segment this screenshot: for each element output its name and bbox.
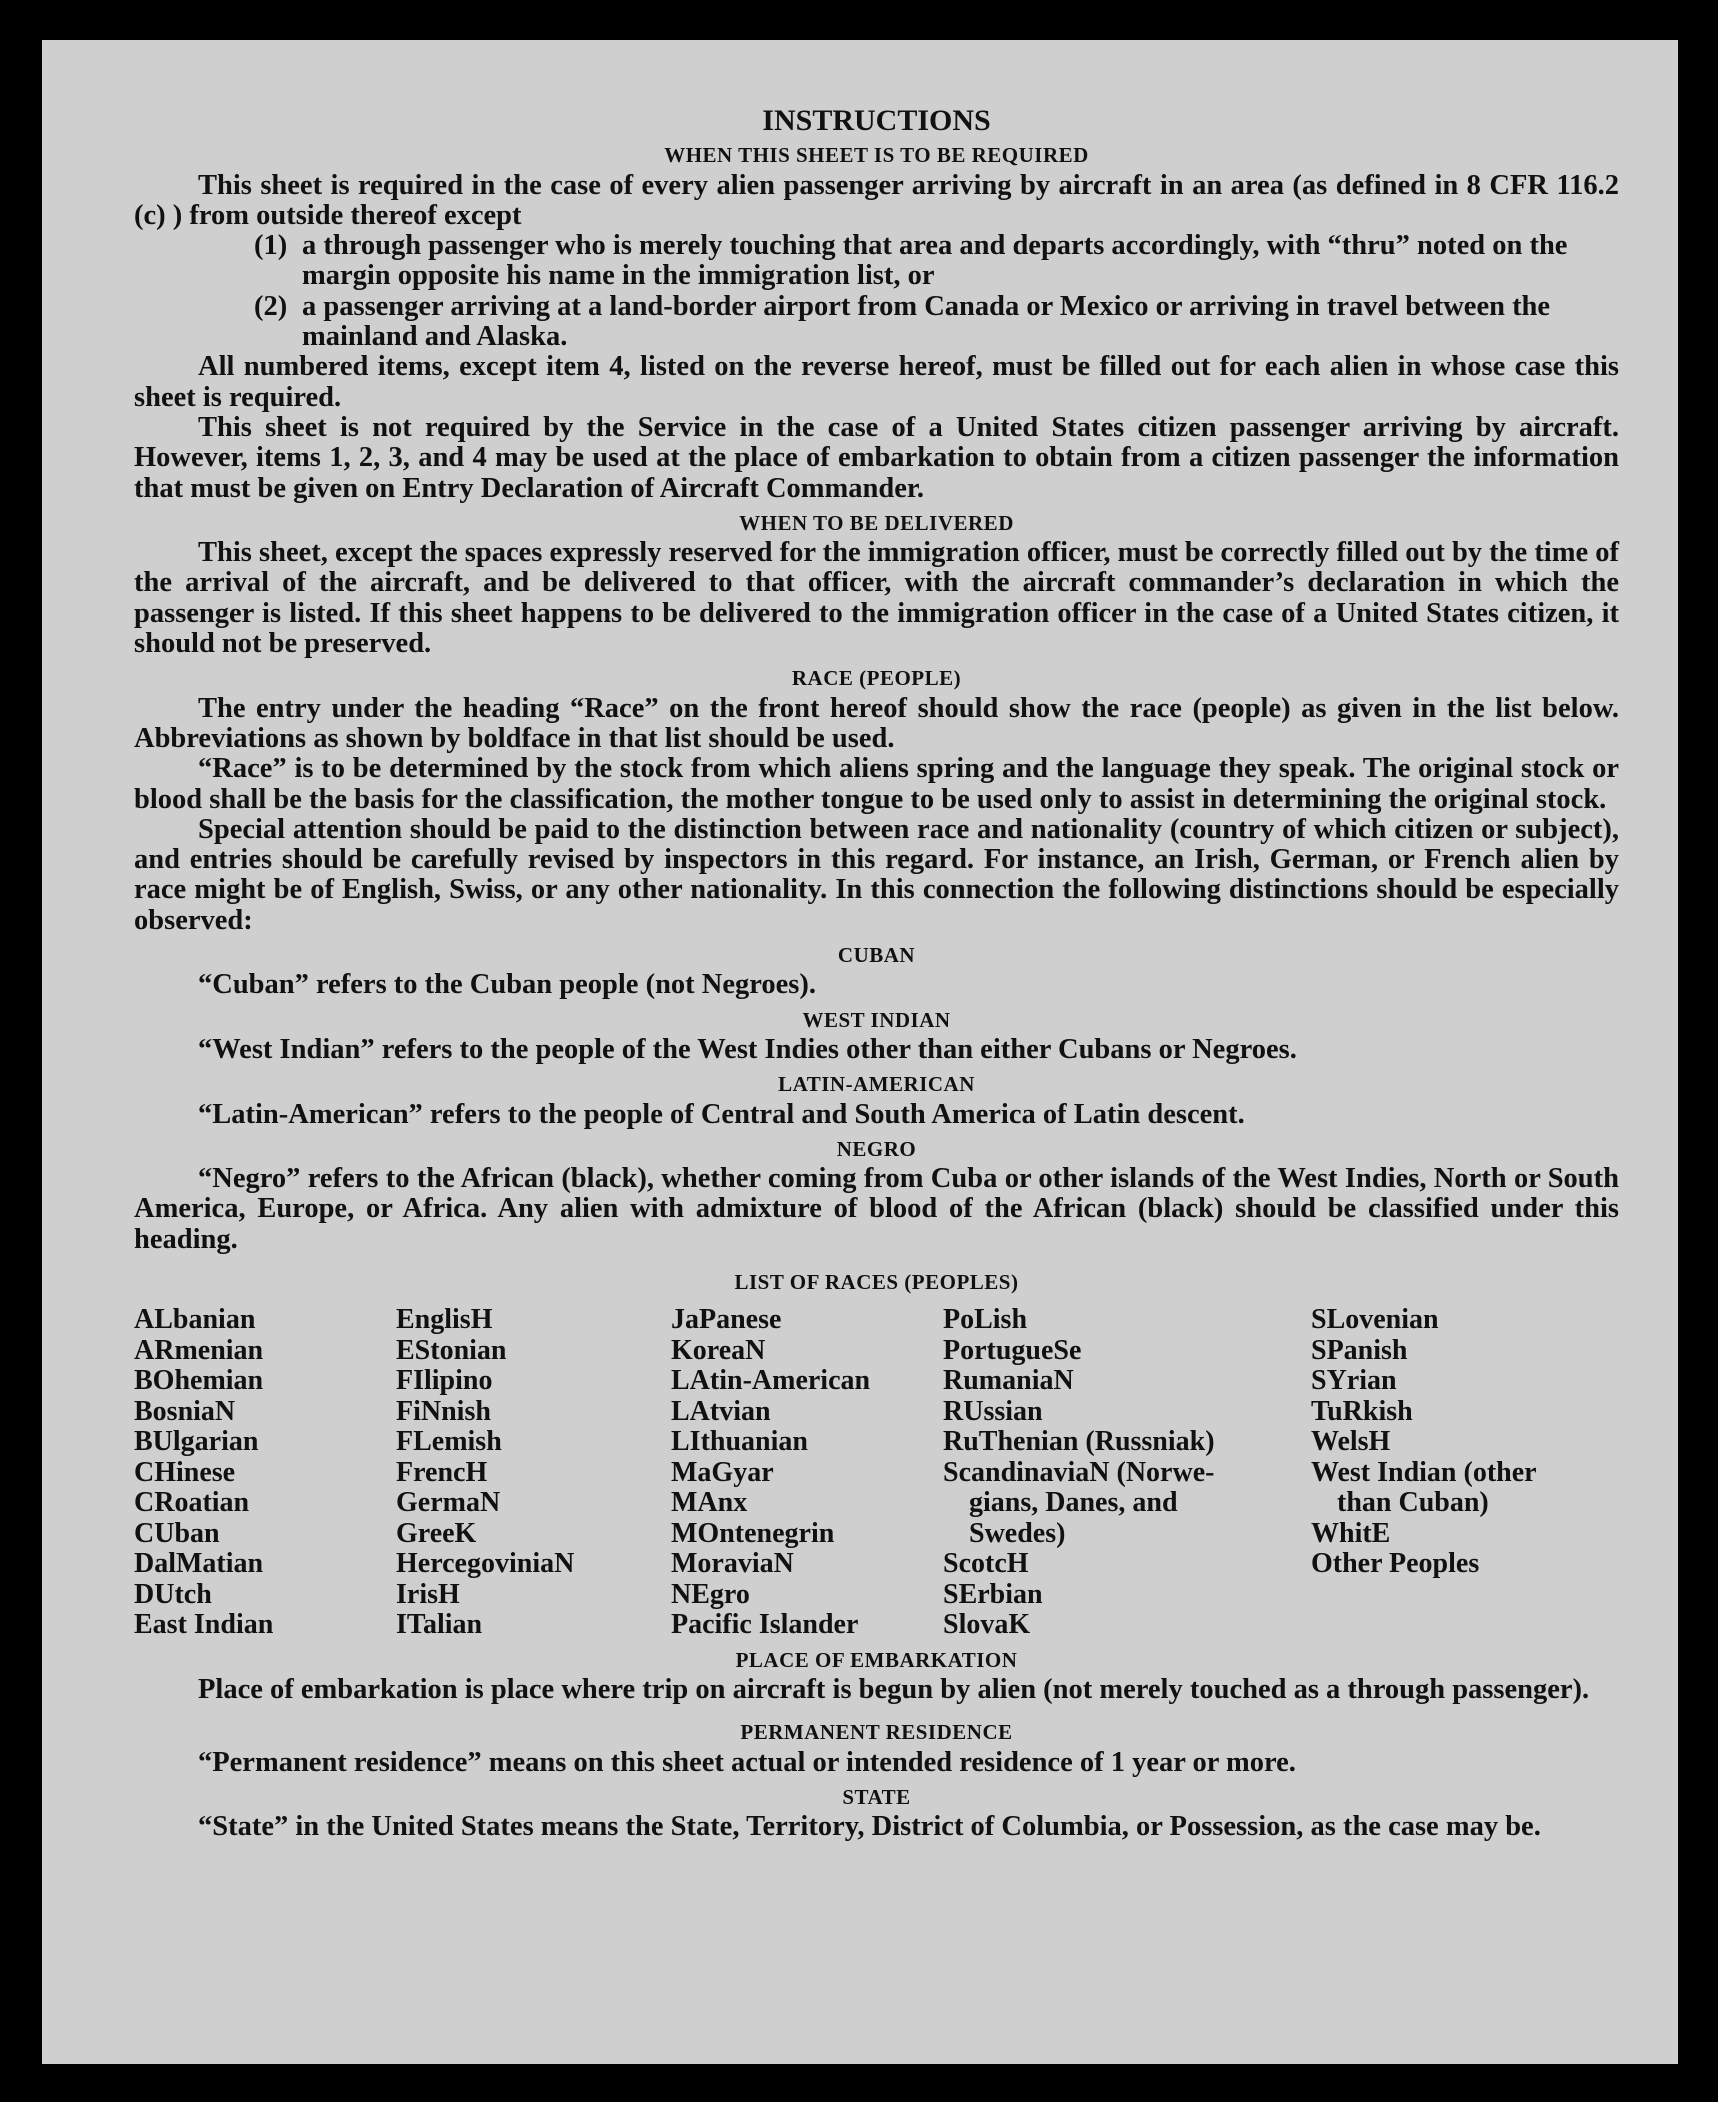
race-item: WelsH (1311, 1426, 1391, 1458)
section-heading-west-indian: WEST INDIAN (802, 1007, 951, 1032)
race-item: NEgro (671, 1578, 750, 1610)
section-heading-race: RACE (PEOPLE) (791, 666, 962, 691)
race-item: WhitE (1311, 1517, 1391, 1549)
paragraph: “West Indian” refers to the people of the West Indies other than either Cubans or Negroes. (198, 1033, 1297, 1065)
item-number: (2) (254, 290, 288, 322)
race-item: LAtvian (671, 1395, 771, 1427)
paragraph: Place of embarkation is place where trip on aircraft is begun by alien (not merely touched as a through passenger). (198, 1674, 1590, 1706)
section-heading-list-of-races: LIST OF RACES (PEOPLES) (734, 1269, 1019, 1294)
race-item: FIlipino (396, 1365, 493, 1397)
race-item: GreeK (396, 1517, 477, 1549)
race-item: Pacific Islander (671, 1609, 859, 1641)
race-item: KoreaN (671, 1334, 766, 1366)
section-heading-state: STATE (842, 1784, 911, 1809)
race-item: JaPanese (671, 1304, 782, 1336)
section-heading-cuban: CUBAN (837, 943, 916, 968)
race-item: ALbanian (134, 1304, 256, 1336)
race-item: GermaN (396, 1487, 501, 1519)
race-item: RuThenian (Russniak) (943, 1426, 1215, 1458)
item-text: a passenger arriving at a land-border airport from Canada or Mexico or arriving in travel between the mainland and Alaska. (302, 290, 1551, 353)
race-item: ARmenian (134, 1334, 264, 1366)
race-item: BOhemian (134, 1365, 264, 1397)
race-item: CHinese (134, 1456, 236, 1488)
section-heading-negro: NEGRO (836, 1136, 917, 1161)
section-heading-latin-american: LATIN-AMERICAN (778, 1072, 975, 1097)
race-item: RumaniaN (943, 1365, 1074, 1397)
race-item-continuation: Swedes) (969, 1517, 1066, 1549)
document-page (42, 40, 1678, 2064)
race-item: IrisH (396, 1578, 460, 1610)
paragraph: “State” in the United States means the State, Territory, District of Columbia, or Possession, as the case may be. (198, 1811, 1541, 1843)
race-item: PortugueSe (943, 1334, 1082, 1366)
race-item: CRoatian (134, 1487, 250, 1519)
page-title: INSTRUCTIONS (762, 104, 991, 137)
race-item-continuation: gians, Danes, and (969, 1487, 1178, 1519)
race-item: SlovaK (943, 1609, 1031, 1641)
race-item: SPanish (1311, 1334, 1408, 1366)
paragraph: “Cuban” refers to the Cuban people (not Negroes). (198, 969, 817, 1001)
list-item (134, 292, 1619, 353)
race-item: FLemish (396, 1426, 502, 1458)
race-item: EnglisH (396, 1304, 493, 1336)
race-item: West Indian (other (1311, 1456, 1537, 1488)
paragraph: “Permanent residence” means on this sheet actual or intended residence of 1 year or more. (198, 1746, 1296, 1778)
race-item: ITalian (396, 1609, 483, 1641)
race-item: BosniaN (134, 1395, 236, 1427)
race-column-1 (134, 1305, 396, 1641)
race-item: DUtch (134, 1578, 212, 1610)
paragraph: “Latin-American” refers to the people of Central and South America of Latin descent. (198, 1098, 1245, 1130)
instructions-content (134, 106, 1619, 1843)
race-item: EStonian (396, 1334, 507, 1366)
section-heading-permanent-residence: PERMANENT RESIDENCE (740, 1720, 1013, 1745)
paragraph: “Negro” refers to the African (black), whether coming from Cuba or other islands of the West Indies, North or South America, Europe, or Africa. Any alien with admixture of blood of the African (black) should be classified under this heading. (134, 1163, 1619, 1255)
race-item: PoLish (943, 1304, 1028, 1336)
section-heading-when-required: WHEN THIS SHEET IS TO BE REQUIRED (664, 143, 1089, 168)
race-item: DalMatian (134, 1548, 264, 1580)
race-item: FiNnish (396, 1395, 491, 1427)
section-heading-place-of-embarkation: PLACE OF EMBARKATION (735, 1647, 1018, 1672)
race-item: SLovenian (1311, 1304, 1439, 1336)
race-column-5 (1311, 1305, 1601, 1641)
section-heading-when-delivered: WHEN TO BE DELIVERED (739, 510, 1014, 535)
race-item: CUban (134, 1517, 220, 1549)
race-item: ScandinaviaN (Norwe- (943, 1456, 1215, 1488)
race-item: HercegoviniaN (396, 1548, 575, 1580)
race-column-3 (671, 1305, 943, 1641)
list-item (134, 231, 1619, 292)
race-item: LAtin-American (671, 1365, 871, 1397)
race-item: TuRkish (1311, 1395, 1413, 1427)
paragraph: Special attention should be paid to the distinction between race and nationality (country of which citizen or subject), and entries should be carefully revised by inspectors in this regard. For instance, an Irish, German, or French alien by race might be of English, Swiss, or any other nationality. In this connection the following distinctions should be especially observed: (134, 813, 1619, 936)
race-item: RUssian (943, 1395, 1043, 1427)
race-item-continuation: than Cuban) (1337, 1487, 1489, 1519)
race-item: MoraviaN (671, 1548, 794, 1580)
paragraph: The entry under the heading “Race” on the front hereof should show the race (people) as given in the list below. Abbreviations as shown by boldface in that list should be used. (134, 692, 1619, 754)
paragraph: This sheet is required in the case of every alien passenger arriving by aircraft in an area (as defined in 8 CFR 116.2 (c) ) from outside thereof except (134, 169, 1619, 231)
race-item: BUlgarian (134, 1426, 259, 1458)
race-item: LIthuanian (671, 1426, 808, 1458)
item-number: (1) (254, 230, 288, 262)
item-text: a through passenger who is merely touching that area and departs accordingly, with “thru” noted on the margin opposite his name in the immigration list, or (302, 230, 1568, 292)
paragraph: This sheet, except the spaces expressly reserved for the immigration officer, must be correctly filled out by the time of the arrival of the aircraft, and be delivered to that officer, with the aircraft commander’s declaration in which the passenger is listed. If this sheet happens to be delivered to the immigration officer in the case of a United States citizen, it should not be preserved. (134, 537, 1619, 660)
race-item: SErbian (943, 1578, 1043, 1610)
race-item: FrencH (396, 1456, 488, 1488)
race-item: MOntenegrin (671, 1517, 835, 1549)
race-item: MAnx (671, 1487, 748, 1519)
race-item: MaGyar (671, 1456, 774, 1488)
race-item: East Indian (134, 1609, 274, 1641)
race-column-4 (943, 1305, 1311, 1641)
paragraph: This sheet is not required by the Service in the case of a United States citizen passenger arriving by aircraft. However, items 1, 2, 3, and 4 may be used at the place of embarkation to obtain from a citizen passenger the information that must be given on Entry Declaration of Aircraft Commander. (134, 411, 1619, 504)
race-column-2 (396, 1305, 671, 1641)
race-list (134, 1305, 1619, 1641)
paragraph: All numbered items, except item 4, listed on the reverse hereof, must be filled out for each alien in whose case this sheet is required. (134, 351, 1619, 413)
race-item: ScotcH (943, 1548, 1029, 1580)
race-item: SYrian (1311, 1365, 1397, 1397)
race-item: Other Peoples (1311, 1548, 1480, 1580)
paragraph: “Race” is to be determined by the stock from which aliens spring and the language they speak. The original stock or blood shall be the basis for the classification, the mother tongue to be used only to assist in determining the original stock. (134, 753, 1619, 815)
